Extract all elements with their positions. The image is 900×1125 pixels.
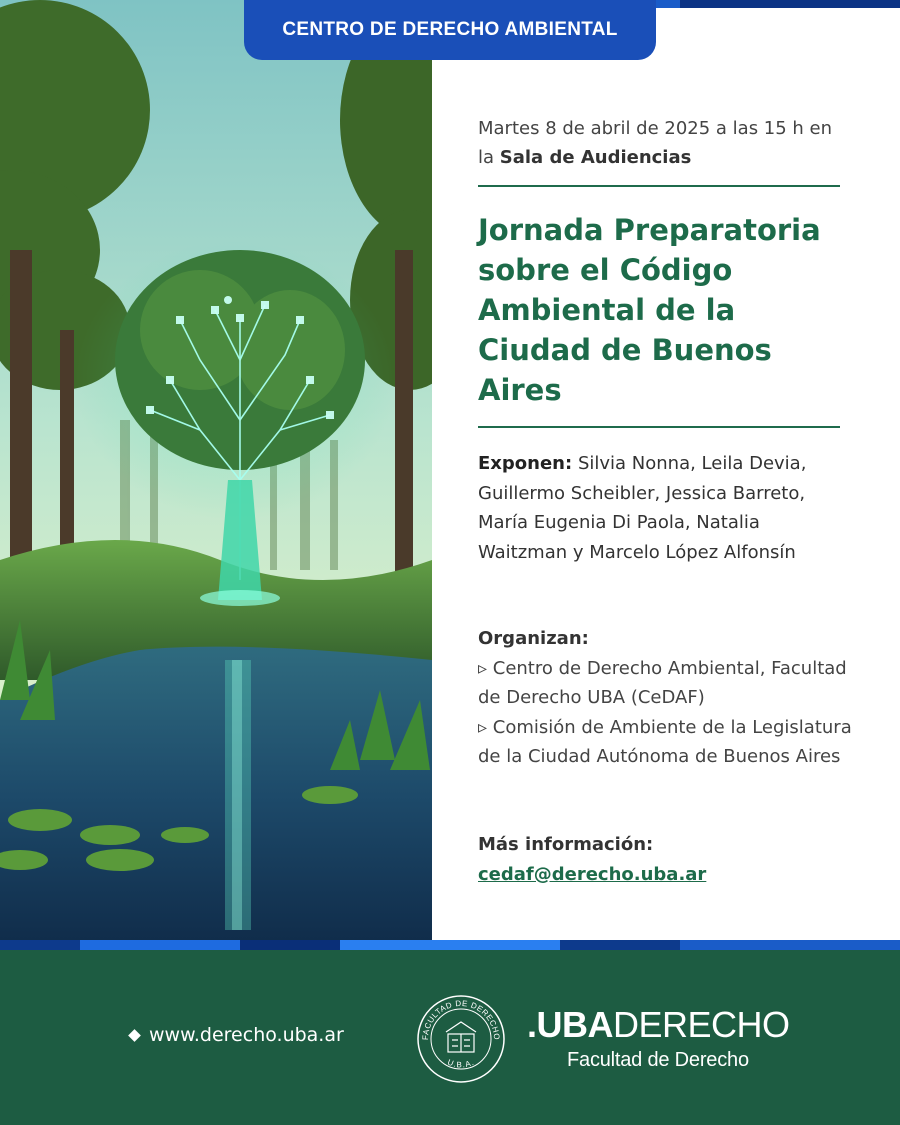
header-banner [244, 0, 656, 60]
organizers-label: Organizan: [478, 628, 589, 649]
event-venue: Sala de Audiencias [499, 147, 692, 168]
bottom-color-stripe [0, 940, 900, 950]
event-date: Martes 8 de abril de 2025 a las 15 h en [478, 118, 833, 139]
contact-label: Más información: [478, 834, 654, 855]
divider [478, 426, 840, 428]
venue-prefix: la [478, 147, 495, 168]
header-title: CENTRO DE DERECHO AMBIENTAL [282, 19, 618, 40]
divider [478, 185, 840, 187]
contact-email-link[interactable]: cedaf@derecho.uba.ar [478, 864, 707, 885]
speakers-names: Silvia Nonna, Leila Devia, Guillermo Scheibler, Jessica Barreto, María Eugenia Di Paola, Natalia Waitzman y Marcelo López Alfonsín [478, 453, 807, 563]
logo-derecho: DERECHO [613, 1004, 790, 1045]
logo-uba: .UBA [527, 1004, 613, 1045]
seal-top-text: FACULTAD DE DERECHO [420, 998, 502, 1041]
organizers-section [478, 624, 853, 772]
event-title: Jornada Preparatoria sobre el Código Ambiental de la Ciudad de Buenos Aires [478, 213, 821, 407]
footer [0, 950, 900, 1125]
contact-section [478, 830, 853, 890]
seal-bottom-text: U.B.A. [446, 1057, 476, 1070]
diamond-icon [128, 1029, 141, 1042]
university-seal-icon [416, 994, 506, 1084]
svg-text:U.B.A. [446, 1058, 476, 1070]
logo-subtitle: Facultad de Derecho [567, 1049, 749, 1071]
event-date-venue [478, 114, 868, 172]
speakers-label: Exponen: [478, 453, 573, 474]
website-url: www.derecho.uba.ar [149, 1024, 344, 1046]
organizer-item: ▹ Comisión de Ambiente de la Legislatura de la Ciudad Autónoma de Buenos Aires [478, 716, 852, 767]
speakers-section [478, 449, 853, 567]
forest-tree-illustration [0, 0, 432, 944]
website-link[interactable] [130, 1024, 344, 1046]
uba-derecho-logo [527, 1005, 790, 1073]
organizer-item: ▹ Centro de Derecho Ambiental, Facultad de Derecho UBA (CeDAF) [478, 657, 847, 708]
